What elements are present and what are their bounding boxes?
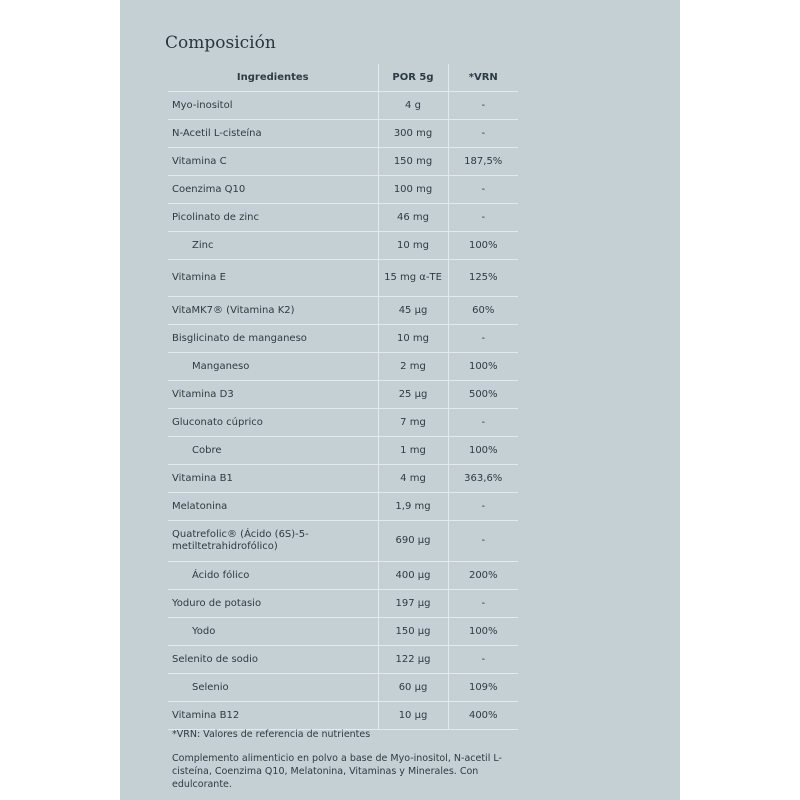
table-row bbox=[168, 260, 518, 297]
ingredient-amount: 1,9 mg bbox=[378, 493, 448, 521]
product-description: Complemento alimenticio en polvo a base de Myo-inositol, N-acetil L-cisteína, Coenzima Q10, Melatonina, Vitaminas y Minerales. Con edulcorante. bbox=[172, 753, 502, 790]
ingredient-amount: 300 mg bbox=[378, 120, 448, 148]
ingredient-name: Quatrefolic® (Ácido (6S)-5-metiltetrahidrofólico) bbox=[168, 521, 378, 562]
table-row bbox=[168, 92, 518, 120]
ingredient-vrn: - bbox=[448, 92, 518, 120]
ingredient-vrn: 100% bbox=[448, 437, 518, 465]
ingredient-name: Vitamina B12 bbox=[168, 702, 378, 730]
table-header-row bbox=[168, 64, 518, 92]
ingredient-amount: 150 µg bbox=[378, 618, 448, 646]
table-row bbox=[168, 493, 518, 521]
ingredient-vrn: - bbox=[448, 176, 518, 204]
ingredient-vrn: - bbox=[448, 204, 518, 232]
ingredient-name: Selenito de sodio bbox=[168, 646, 378, 674]
header-vrn: *VRN bbox=[448, 64, 518, 92]
composition-table bbox=[168, 64, 518, 730]
ingredient-name: Manganeso bbox=[168, 353, 378, 381]
ingredient-amount: 1 mg bbox=[378, 437, 448, 465]
ingredient-name: Cobre bbox=[168, 437, 378, 465]
table-row bbox=[168, 618, 518, 646]
section-title: Composición bbox=[165, 33, 276, 53]
table-row bbox=[168, 674, 518, 702]
ingredient-amount: 7 mg bbox=[378, 409, 448, 437]
ingredient-vrn: - bbox=[448, 521, 518, 562]
ingredient-vrn: - bbox=[448, 493, 518, 521]
ingredient-name: Vitamina B1 bbox=[168, 465, 378, 493]
ingredient-vrn: 400% bbox=[448, 702, 518, 730]
ingredient-name: VitaMK7® (Vitamina K2) bbox=[168, 297, 378, 325]
vrn-footnote: *VRN: Valores de referencia de nutrientes bbox=[172, 729, 371, 740]
table-row bbox=[168, 232, 518, 260]
table-row bbox=[168, 381, 518, 409]
ingredient-vrn: 200% bbox=[448, 562, 518, 590]
ingredient-amount: 25 µg bbox=[378, 381, 448, 409]
ingredient-name: Yodo bbox=[168, 618, 378, 646]
ingredient-vrn: 187,5% bbox=[448, 148, 518, 176]
table-row bbox=[168, 325, 518, 353]
table-row bbox=[168, 148, 518, 176]
ingredient-name: Vitamina C bbox=[168, 148, 378, 176]
ingredient-vrn: - bbox=[448, 120, 518, 148]
table-row bbox=[168, 465, 518, 493]
ingredient-name: Selenio bbox=[168, 674, 378, 702]
ingredient-amount: 46 mg bbox=[378, 204, 448, 232]
ingredient-vrn: - bbox=[448, 409, 518, 437]
ingredient-name: Yoduro de potasio bbox=[168, 590, 378, 618]
ingredient-name: Bisglicinato de manganeso bbox=[168, 325, 378, 353]
ingredient-vrn: 109% bbox=[448, 674, 518, 702]
ingredient-amount: 10 mg bbox=[378, 232, 448, 260]
ingredient-amount: 45 µg bbox=[378, 297, 448, 325]
ingredient-vrn: 100% bbox=[448, 232, 518, 260]
ingredient-vrn: - bbox=[448, 646, 518, 674]
table-row bbox=[168, 562, 518, 590]
ingredient-vrn: 125% bbox=[448, 260, 518, 297]
ingredient-amount: 10 mg bbox=[378, 325, 448, 353]
ingredient-name: Picolinato de zinc bbox=[168, 204, 378, 232]
table-row bbox=[168, 353, 518, 381]
table-row bbox=[168, 409, 518, 437]
ingredient-amount: 690 µg bbox=[378, 521, 448, 562]
ingredient-amount: 197 µg bbox=[378, 590, 448, 618]
composition-panel bbox=[120, 0, 680, 800]
ingredient-name: N-Acetil L-cisteína bbox=[168, 120, 378, 148]
ingredient-vrn: 60% bbox=[448, 297, 518, 325]
table-row bbox=[168, 297, 518, 325]
ingredient-amount: 400 µg bbox=[378, 562, 448, 590]
ingredient-amount: 100 mg bbox=[378, 176, 448, 204]
ingredient-name: Melatonina bbox=[168, 493, 378, 521]
table-row bbox=[168, 204, 518, 232]
ingredient-name: Gluconato cúprico bbox=[168, 409, 378, 437]
ingredient-vrn: - bbox=[448, 590, 518, 618]
ingredient-amount: 15 mg α-TE bbox=[378, 260, 448, 297]
ingredient-amount: 10 µg bbox=[378, 702, 448, 730]
ingredient-amount: 150 mg bbox=[378, 148, 448, 176]
table-row bbox=[168, 176, 518, 204]
ingredient-amount: 60 µg bbox=[378, 674, 448, 702]
ingredient-name: Coenzima Q10 bbox=[168, 176, 378, 204]
ingredient-amount: 4 mg bbox=[378, 465, 448, 493]
ingredient-name: Myo-inositol bbox=[168, 92, 378, 120]
table-row bbox=[168, 120, 518, 148]
table-row bbox=[168, 702, 518, 730]
table-row bbox=[168, 521, 518, 562]
ingredient-vrn: 363,6% bbox=[448, 465, 518, 493]
table-row bbox=[168, 437, 518, 465]
ingredient-name: Vitamina D3 bbox=[168, 381, 378, 409]
header-amount: POR 5g bbox=[378, 64, 448, 92]
ingredient-amount: 4 g bbox=[378, 92, 448, 120]
table-row bbox=[168, 646, 518, 674]
ingredient-name: Vitamina E bbox=[168, 260, 378, 297]
ingredient-vrn: 100% bbox=[448, 353, 518, 381]
ingredient-amount: 2 mg bbox=[378, 353, 448, 381]
ingredient-name: Ácido fólico bbox=[168, 562, 378, 590]
ingredient-amount: 122 µg bbox=[378, 646, 448, 674]
ingredient-name: Zinc bbox=[168, 232, 378, 260]
ingredient-vrn: 100% bbox=[448, 618, 518, 646]
ingredient-vrn: 500% bbox=[448, 381, 518, 409]
header-ingredients: Ingredientes bbox=[168, 64, 378, 92]
ingredient-vrn: - bbox=[448, 325, 518, 353]
table-row bbox=[168, 590, 518, 618]
